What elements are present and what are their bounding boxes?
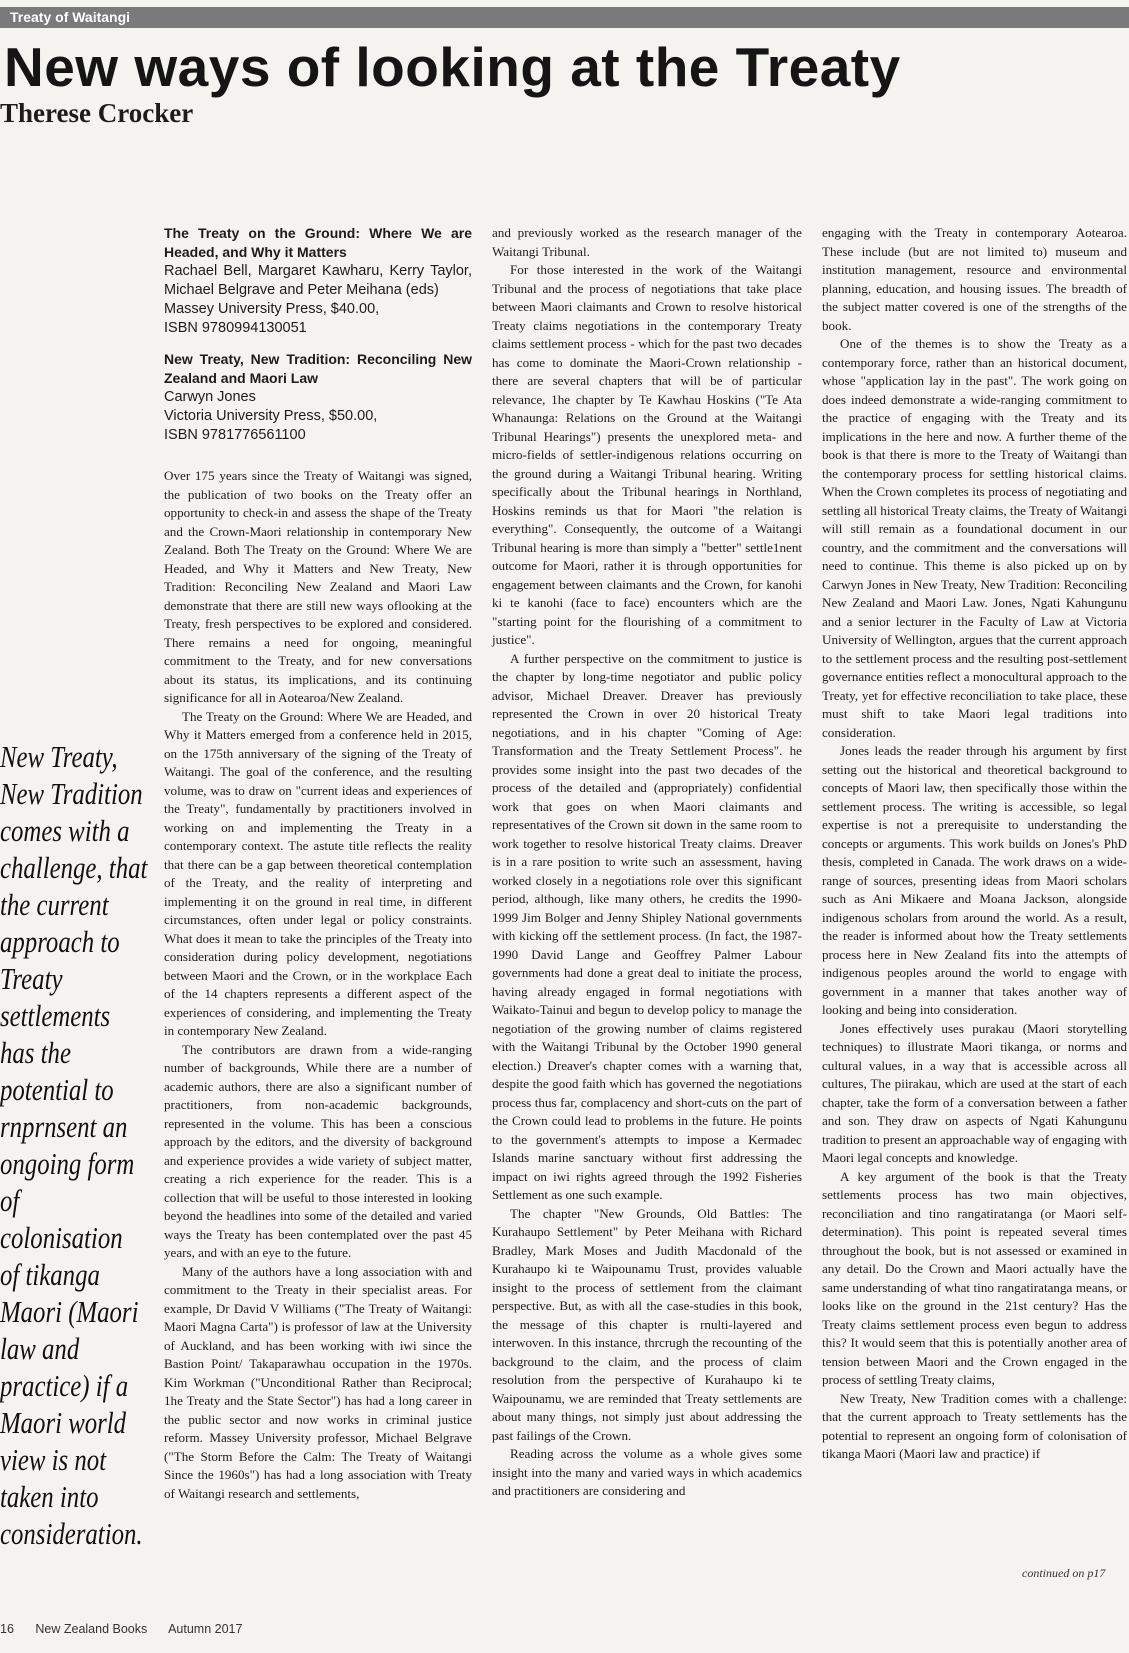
page-footer <box>0 1622 260 1636</box>
paragraph: Over 175 years since the Treaty of Waitangi was signed, the publication of two books on the Treaty offer an opportunity to check-in and assess the shape of the Treaty and the Crown-Maori relationship in contemporary New Zealand. Both The Treaty on the Ground: Where We are Headed, and Why it Matters and New Treaty, New Tradition: Reconciling New Zealand and Maori Law demonstrate that there are still new ways oflooking at the Treaty, fresh perspectives to be explored and considered. There remains a need for ongoing, meaningful commitment to the Treaty, and for new conversations about its status, its implications, and its continuing significance for all in Aotearoa/New Zealand. <box>164 468 472 705</box>
article-column-1 <box>164 224 472 1503</box>
book-title: New Treaty, New Tradition: Reconciling New Zealand and Maori Law <box>164 351 472 386</box>
section-label: Treaty of Waitangi <box>0 7 1129 28</box>
book-title: The Treaty on the Ground: Where We are Headed, and Why it Matters <box>164 225 472 260</box>
book-entry <box>164 224 472 338</box>
pull-quote: New Treaty, New Tradition comes with a challenge, that the current approach to Treaty settlements has the potential to rnprnsent an ongoing form of colonisation of tikanga Maori (Maori law and practice) if a Maori world view is not taken into consideration. <box>0 739 148 1551</box>
book-authors: Carwyn Jones <box>164 389 256 405</box>
paragraph: A further perspective on the commitment to justice is the chapter by long-time negotiator and public policy advisor, Michael Dreaver. Dreaver has previously represented the Crown in over 20 historical Treaty negotiations, and in his chapter "Coming of Age: Transformation and the Treaty Settlement Process". he provides some insight into the past two decades of the process of the detailed and (appropriately) confidential work that goes on when Maori claimants and representatives of the Crown sit down in the same room to work together to resolve historical Treaty claims. Dreaver is in a rare position to write such an assessment, having worked closely in a negotiations role over this significant period, although, like many others, he credits the 1990-1999 Jim Bolger and Jenny Shipley National governments with kicking off the settlement process. (In fact, the 1987-1990 David Lange and Geoffrey Palmer Labour governments had done a great deal to initiate the process, having already engaged in formal negotiations with Waikato-Tainui and begun to develop policy to manage the negotiation of the growing number of claims registered with the Waitangi Tribunal by the October 1990 general election.) Dreaver's chapter comes with a warning that, despite the good faith which has governed the negotiations process thus far, complacency and short-cuts on the part of the Crown could lead to problems in the future. He points to the government's attempts to impose a Kermadec Islands marine sanctuary without first addressing the impact on iwi rights agreed through the 1992 Fisheries Settlement as one such example. <box>492 650 802 1202</box>
paragraph: Many of the authors have a long association with and commitment to the Treaty in their specialist areas. For example, Dr David V Williams ("The Treaty of Waitangi: Maori Magna Carta") is professor of law at the University of Auckland, and has been working with iwi since the Bastion Point/ Takaparawhau occupation in the 1970s. Kim Workman ("Unconditional Rather than Reciprocal; 1he Treaty and the State Sector") has had a long career in the public sector and now works in criminal justice reform. Massey University professor, Michael Belgrave ("The Storm Before the Calm: The Treaty of Waitangi Since the 1960s") has had a long association with Treaty of Waitangi research and settlements, <box>164 1263 472 1501</box>
book-isbn: ISBN 9780994130051 <box>164 320 307 336</box>
headline: New ways of looking at the Treaty <box>4 36 901 98</box>
article-column-2 <box>492 224 802 1501</box>
paragraph: The chapter "New Grounds, Old Battles: The Kurahaupo Settlement" by Peter Meihana with Richard Bradley, Mark Moses and Judith Macdonald of the Kurahaupo ki te Waipounamu Trust, provides valuable insight to the process of settlement from the claimant perspective. But, as with all the case-studies in this book, the message of this chapter is rnulti-layered and interwoven. In this instance, thrcrugh the recounting of the background to the claim, and the process of claim resolution from the perspective of Kurahaupo ki te Waipounamu, we are reminded that Treaty settlements are about many things, not simply just about addressing the past failings of the Crown. <box>492 1205 802 1443</box>
paragraph: A key argument of the book is that the Treaty settlements process has two main objectives, reconciliation and tino rangatiratanga (or Maori self-determination). This point is repeated several times throughout the book, but is not assessed or examined in any detail. Do the Crown and Maori actually have the same understanding of what tino rangatiratanga means, or looks like on the ground in the 21st century? Has the Treaty claims settlement process even begun to address this? It would seem that this is potentially another area of tension between Maori and the Crown engaged in the process of settling Treaty claims, <box>822 1168 1127 1387</box>
issue-date: Autumn 2017 <box>168 1622 243 1636</box>
paragraph: Jones effectively uses purakau (Maori storytelling techniques) to illustrate Maori tikanga, or norms and cultural values, in a way that is accessible across all cultures, The piirakau, which are used at the start of each chapter, take the form of a conversation between a father and son. They draw on aspects of Ngati Kahungunu tradition to present an approachable way of engaging with Maori legal concepts and knowledge. <box>822 1020 1127 1165</box>
paragraph: and previously worked as the research manager of the Waitangi Tribunal. <box>492 225 802 259</box>
paragraph: For those interested in the work of the Waitangi Tribunal and the process of negotiations that take place between Maori claimants and Crown to resolve historical Treaty claims negotiations in the contemporary Treaty claims settlement process - which for the past two decades has come to dominate the Maori-Crown relationship - there are several chapters that will be of particular relevance, 1he chapter by Te Kawhau Hoskins ("Te Ata Whanaunga: Relations on the Ground at the Waitangi Tribunal Hearings") presents the unexplored meta- and micro-fields of settler-indigenous relations occurring on the ground during a Waitangi Tribunal hearing. Writing specifically about the Tribunal hearings in Northland, Hoskins reminds us that for Maori "the relation is everything". Consequently, the outcome of a Waitangi Tribunal hearing is more than simply a "better" settle1nent outcome for Maori, rather it is through opportunities for engagement between claimants and the Crown, for kanohi ki te kanohi (face to face) encounters which are the "starting point for the flourishing of a commitment to justice". <box>492 262 802 647</box>
paragraph: One of the themes is to show the Treaty as a contemporary force, rather than an historical document, whose "application lay in the past". The work going on does indeed demonstrate a wide-ranging commitment to the practice of engaging with the Treaty and its implications in the here and now. A further theme of the book is that there is more to the Treaty of Waitangi than the contemporary process for settling historical claims. When the Crown completes its process of negotiating and settling all historical Treaty claims, the Treaty of Waitangi will still remain as a foundational document in our country, and the commitment and the conversations will need to continue. This theme is also picked up on by Carwyn Jones in New Treaty, New Tradition: Reconciling New Zealand and Maori Law. Jones, Ngati Kahungunu and a senior lecturer in the Faculty of Law at Victoria University of Wellington, argues that the current approach to the settlement process and the resulting post-settlement governance entities reflect a monocultural approach to the Treaty, yet for effective reconciliation to take place, these must shift to take Maori legal traditions into consideration. <box>822 336 1127 740</box>
page-number: 16 <box>0 1622 14 1636</box>
article-column-3 <box>822 224 1127 1464</box>
paragraph: Jones leads the reader through his argument by first setting out the historical and theoretical background to concepts of Maori law, then specifically those within the settlement process. The writing is accessible, so legal expertise is not a prerequisite to understanding the concepts or arguments. This work builds on Jones's PhD thesis, completed in Canada. The work draws on a wide-range of sources, presenting ideas from Maori scholars such as Ani Mikaere and Moana Jackson, alongside indigenous scholars from around the world. As a result, the reader is informed about how the Treaty settlements process here in New Zealand fits into the attempts of indigenous peoples around the world to engage with government in a manner that takes another way of looking and being into consideration. <box>822 743 1127 1017</box>
continued-note: continued on p17 <box>1022 1566 1106 1580</box>
book-publisher: Victoria University Press, $50.00, <box>164 408 378 424</box>
paragraph: Reading across the volume as a whole gives some insight into the many and varied ways in which academics and practitioners are considering and <box>492 1446 802 1498</box>
book-authors: Rachael Bell, Margaret Kawharu, Kerry Taylor, Michael Belgrave and Peter Meihana (eds) <box>164 263 472 298</box>
paragraph: engaging with the Treaty in contemporary Aotearoa. These include (but are not limited to) museum and institution management, resource and environmental planning, education, and housing issues. The breadth of the subject matter covered is one of the strengths of the book. <box>822 225 1127 333</box>
book-list <box>164 224 472 445</box>
paragraph: The contributors are drawn from a wide-ranging number of backgrounds, While there are a number of academic authors, there are also a significant number of practitioners, from non-academic backgrounds, represented in the volume. This has been a conscious approach by the editors, and the diversity of background and experience provides a wide variety of subject matter, creating a rich experience for the reader. This is a collection that will be useful to those interested in looking beyond the headlines into some of the detailed and varied ways the Treaty has been contemplated over the past 45 years, and with an eye to the future. <box>164 1041 472 1260</box>
book-publisher: Massey University Press, $40.00, <box>164 301 380 317</box>
book-entry <box>164 350 472 445</box>
paragraph: The Treaty on the Ground: Where We are Headed, and Why it Matters emerged from a conference held in 2015, on the 175th anniversary of the signing of the Treaty of Waitangi. The goal of the conference, and the resulting volume, was to draw on "current ideas and experiences of the Treaty", fundamentally by practitioners involved in working on and implementing the Treaty in a contemporary context. The astute title reflects the reality that there can be a gap between theoretical contemplation of the Treaty, and the reality of interpreting and implementing it on the ground in real time, in different circumstances, often under legal or policy constraints. What does it mean to take the principles of the Treaty into consideration during policy development, negotiations between Maori and the Crown, or in the workplace Each of the 14 chapters represents a different aspect of the experiences of considering, and implementing the Treaty in contemporary New Zealand. <box>164 708 472 1038</box>
byline: Therese Crocker <box>0 98 194 128</box>
publication-name: New Zealand Books <box>35 1622 148 1636</box>
paragraph: New Treaty, New Tradition comes with a challenge: that the current approach to Treaty settlements has the potential to represent an ongoing form of colonisation of tikanga Maori (Maori law and practice) if <box>822 1390 1127 1461</box>
book-isbn: ISBN 9781776561100 <box>164 427 306 443</box>
